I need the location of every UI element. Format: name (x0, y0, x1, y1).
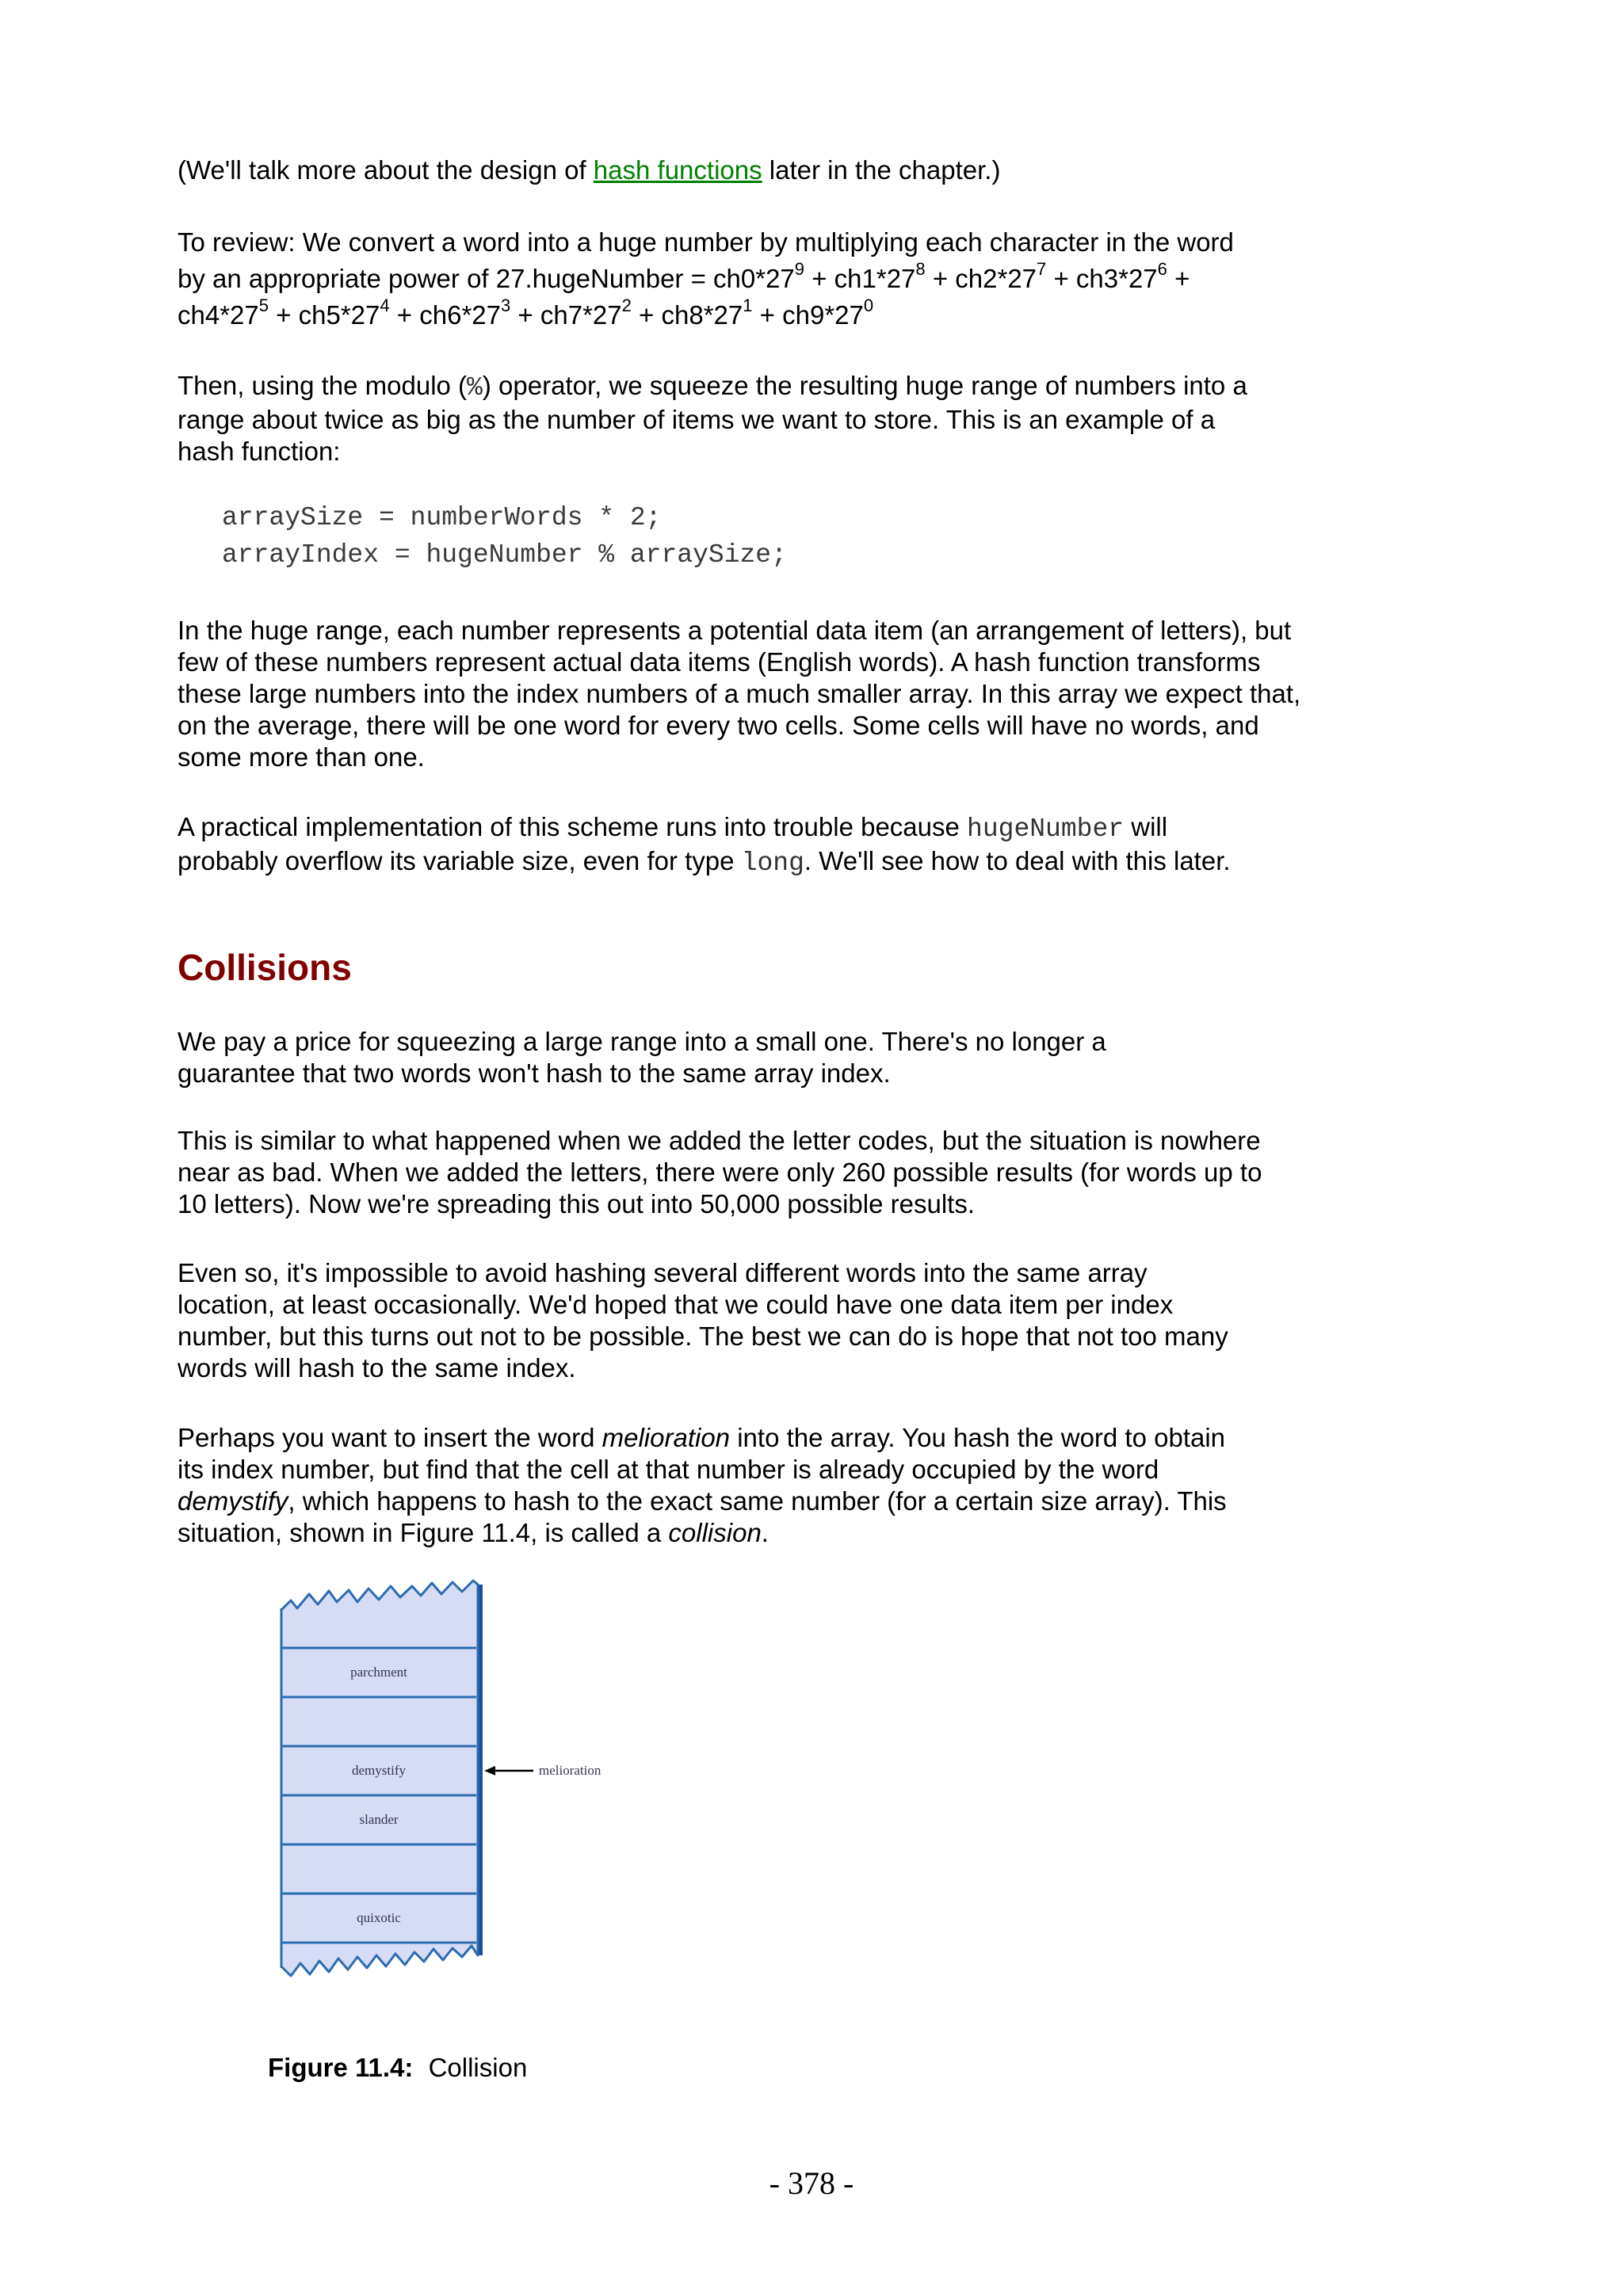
cell-label-slander: slander (359, 1812, 399, 1827)
formula-term-exponent: 8 (915, 259, 926, 279)
formula-plus: + (269, 300, 299, 330)
intro-paragraph (178, 154, 1287, 186)
melioration-text-3: , which happens to hash to the exact same number (for a certain size array). This situation, shown in Figure 11.4, is called a (178, 1486, 1227, 1547)
overflow-text-1: A practical implementation of this scheme runs into trouble because (178, 812, 968, 841)
melioration-text-4: . (761, 1518, 769, 1547)
figure-caption-label: Figure 11.4: (268, 2053, 414, 2082)
price-paragraph: We pay a price for squeezing a large range into a small one. There's no longer a guarantee that two words won't hash to the same array index. (178, 1027, 1106, 1088)
melioration-text-2: into the array. You hash the word to obtain its index number, but find that the cell at that number is already occupied by the word (178, 1423, 1226, 1484)
collisions-heading: Collisions (178, 947, 352, 988)
letter-codes-paragraph: This is similar to what happened when we added the letter codes, but the situation is nowhere near as bad. When we added the letters, there were only 260 possible results (for words up to 10 letters). Now we're spreading this out into 50,000 possible results. (178, 1126, 1262, 1219)
huge-range-paragraph: In the huge range, each number represents a potential data item (an arrangement of letters), but few of these numbers represent actual data items (English words). A hash function transforms these large numbers into the index numbers of a much smaller array. In this array we expect that, on the average, there will be one word for every two cells. Some cells will have no words, and some more than one. (178, 616, 1301, 772)
formula-term-exponent: 1 (743, 296, 753, 315)
formula-term-exponent: 6 (1157, 259, 1167, 279)
formula-term-exponent: 9 (794, 259, 805, 279)
formula-term-base: ch1*27 (834, 264, 916, 293)
arrow-label-melioration: melioration (539, 1763, 601, 1778)
overflow-text-3: . We'll see how to deal with this later. (804, 846, 1231, 875)
melioration-text-1: Perhaps you want to insert the word (178, 1423, 602, 1452)
impossible-paragraph: Even so, it's impossible to avoid hashing several different words into the same array location, at least occasionally. We'd hoped that we could have one data item per index number, but this turns out not to be possible. The best we can do is hope that not too many words will hash to the same index. (178, 1258, 1228, 1383)
formula-term-exponent: 0 (863, 296, 874, 315)
formula-term-exponent: 3 (501, 296, 511, 315)
formula-term-base: ch2*27 (955, 264, 1037, 293)
formula-term (540, 296, 662, 330)
melioration-paragraph (178, 1422, 1239, 1549)
formula-term (955, 259, 1076, 293)
formula-term (1075, 259, 1190, 293)
formula-term-base: ch5*27 (298, 300, 380, 330)
code-block (222, 499, 787, 574)
overflow-text-2: will probably overflow its variable size, even for type (178, 812, 1168, 875)
formula-term-base: ch6*27 (419, 300, 502, 330)
figure-caption (268, 2052, 527, 2084)
hash-table-diagram (273, 1578, 638, 2022)
formula-term (419, 296, 540, 330)
formula-term-exponent: 4 (380, 296, 390, 315)
code-line-array-size: arraySize = numberWords * 2; (222, 503, 662, 532)
arrow-head-icon (484, 1766, 495, 1775)
melioration-word: melioration (601, 1423, 731, 1452)
cell-label-quixotic: quixotic (357, 1910, 401, 1925)
figure-caption-text: Collision (428, 2053, 528, 2082)
formula-term (713, 259, 834, 293)
review-paragraph (178, 224, 1247, 334)
formula-plus: + (1167, 264, 1190, 293)
modulo-text-after: ) operator, we squeeze the resulting huge range of numbers into a range about twice as big as the number of items we want to store. This is an example of a hash function: (178, 371, 1247, 466)
formula-term (834, 259, 956, 293)
intro-text-before: (We'll talk more about the design of (178, 155, 594, 185)
formula-term-base: ch7*27 (540, 300, 622, 330)
formula-plus: + (925, 264, 956, 293)
intro-text-after: later in the chapter.) (762, 155, 1001, 185)
formula-term (782, 296, 874, 330)
formula-term-exponent: 7 (1037, 259, 1047, 279)
formula-term (178, 296, 299, 330)
formula-term-exponent: 2 (621, 296, 632, 315)
overflow-paragraph (178, 811, 1271, 879)
collision-word: collision (668, 1518, 762, 1547)
formula-plus: + (389, 300, 420, 330)
formula-plus: + (631, 300, 662, 330)
long-type-code: long (741, 849, 804, 878)
formula-term-base: ch9*27 (782, 300, 864, 330)
formula-term-base: ch3*27 (1075, 264, 1158, 293)
huge-number-code: hugeNumber (967, 814, 1125, 844)
formula-term-exponent: 5 (258, 296, 269, 315)
formula-plus: + (1046, 264, 1076, 293)
modulo-text-before: Then, using the modulo ( (178, 371, 468, 400)
formula-plus: + (804, 264, 834, 293)
cell-label-demystify: demystify (352, 1763, 406, 1778)
formula-term-base: ch4*27 (178, 300, 259, 330)
formula-plus: + (752, 300, 783, 330)
collision-figure (273, 1578, 638, 2022)
modulo-paragraph (178, 370, 1271, 467)
cell-label-parchment: parchment (350, 1665, 407, 1680)
hash-functions-link[interactable]: hash functions (593, 155, 762, 185)
modulo-operator: % (467, 373, 483, 402)
formula-term (298, 296, 420, 330)
page-number: - 378 - (769, 2165, 854, 2201)
formula-term-base: ch0*27 (713, 264, 795, 293)
formula-term (661, 296, 783, 330)
formula-term-base: ch8*27 (661, 300, 743, 330)
review-intro: To review: We convert a word into a huge number by multiplying each character in the word by an appropriate power of 27.hugeNumber = (178, 227, 1234, 293)
formula-plus: + (510, 300, 540, 330)
demystify-word: demystify (178, 1486, 288, 1516)
code-line-array-index: arrayIndex = hugeNumber % arraySize; (222, 540, 787, 570)
